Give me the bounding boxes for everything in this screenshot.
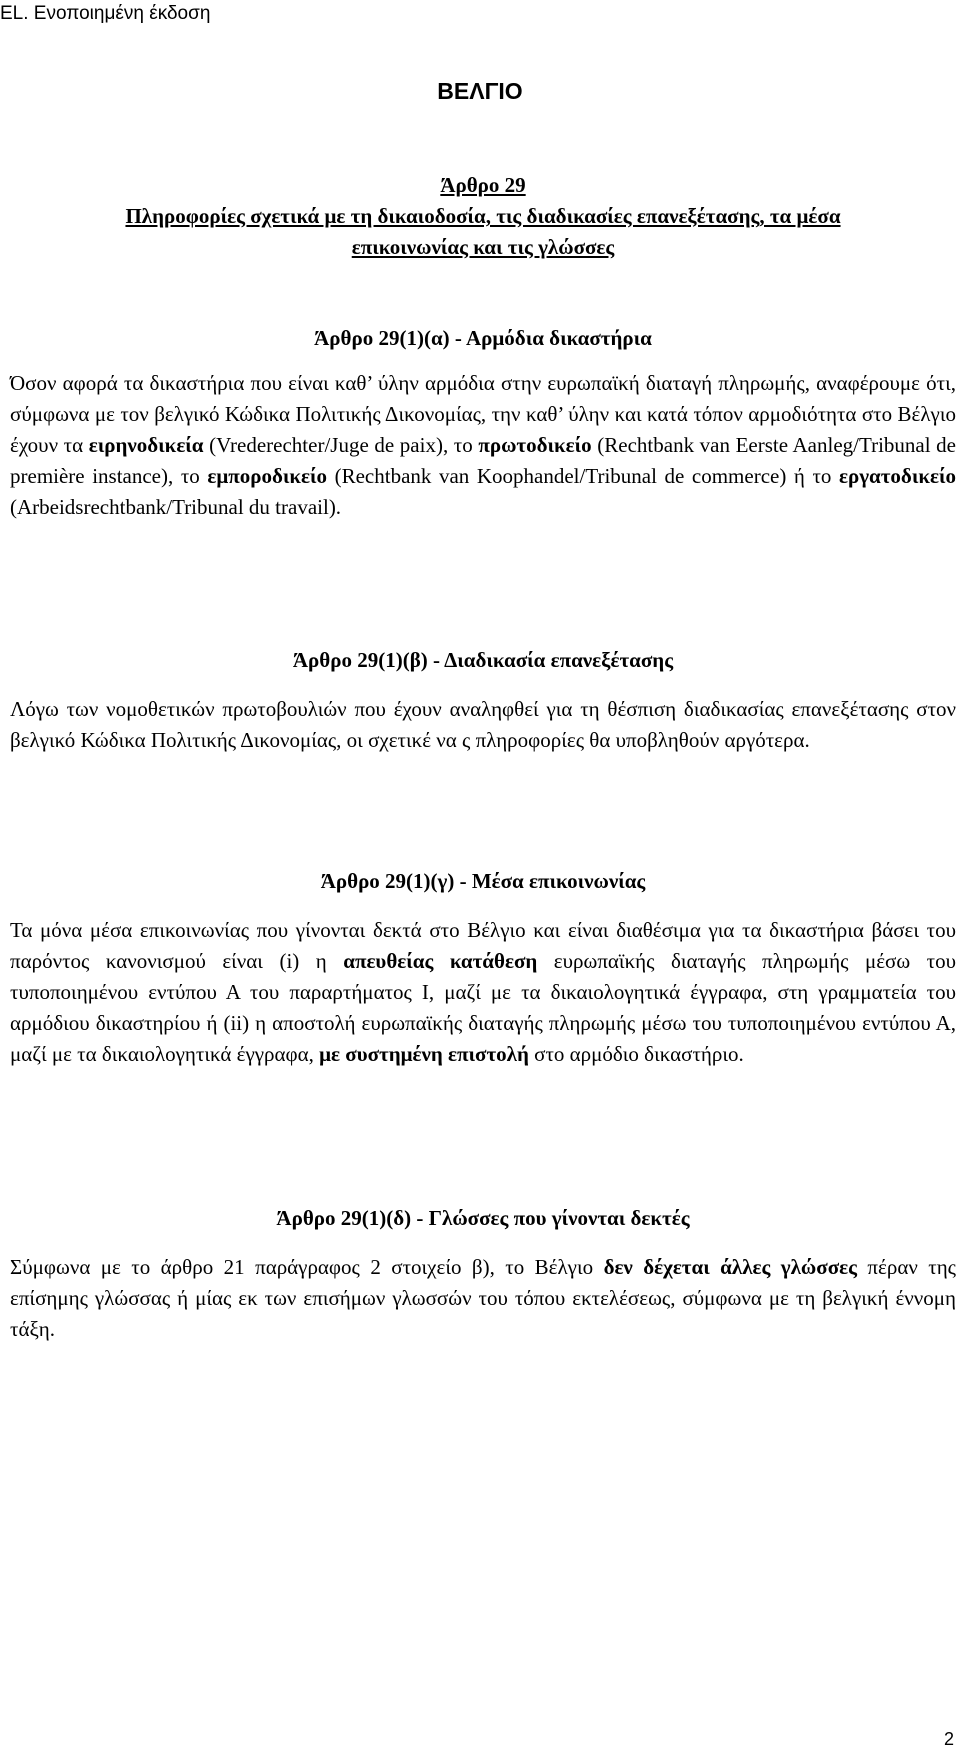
section-paragraph: Λόγω των νομοθετικών πρωτοβουλιών που έχουν αναληφθεί για τη θέσπιση διαδικασίας επανεξέτασης στον βελγικό Κώδικα Πολιτικής Δικονομίας, οι σχετικέ να ς πληροφορίες θα υποβληθούν αργότερα. (10, 697, 956, 752)
article-title-line-2: επικοινωνίας και τις γλώσσες (351, 235, 615, 259)
section-accepted-languages (10, 1203, 956, 1345)
section-competent-courts (10, 323, 956, 523)
section-means-of-communication (10, 866, 956, 1070)
section-heading: Άρθρο 29(1)(β) - Διαδικασία επανεξέτασης (292, 648, 674, 672)
section-paragraph: Τα μόνα μέσα επικοινωνίας που γίνονται δεκτά στο Βέλγιο και είναι διαθέσιμα για τα δικαστήρια βάσει του παρόντος κανονισμού είναι (i) η απευθείας κατάθεση ευρωπαϊκής διαταγής πληρωμής μέσω του τυποποιημένου εντύπου Α του παραρτήματος Ι, μαζί με τα δικαιολογητικά έγγραφα, στη γραμματεία του αρμόδιου δικαστηρίου ή (ii) η αποστολή ευρωπαϊκής διαταγής πληρωμής μέσω του τυποποιημένου εντύπου Α, μαζί με τα δικαιολογητικά έγγραφα, με συστημένη επιστολή στο αρμόδιο δικαστήριο. (10, 918, 956, 1066)
article-number: Άρθρο 29 (440, 173, 526, 197)
edition-label: EL. Ενοποιημένη έκδοση (0, 3, 211, 24)
section-paragraph: Σύμφωνα με το άρθρο 21 παράγραφος 2 στοιχείο β), το Βέλγιο δεν δέχεται άλλες γλώσσες πέραν της επίσημης γλώσσας ή μίας εκ των επισήμων γλωσσών του τόπου εκτελέσεως, σύμφωνα με τη βελγική έννομη τάξη. (10, 1255, 956, 1341)
section-heading: Άρθρο 29(1)(δ) - Γλώσσες που γίνονται δεκτές (276, 1206, 690, 1230)
section-heading: Άρθρο 29(1)(γ) - Μέσα επικοινωνίας (320, 869, 646, 893)
section-heading: Άρθρο 29(1)(α) - Αρμόδια δικαστήρια (314, 326, 652, 350)
section-paragraph: Όσον αφορά τα δικαστήρια που είναι καθ’ ύλην αρμόδια στην ευρωπαϊκή διαταγή πληρωμής, αναφέρουμε ότι, σύμφωνα με τον βελγικό Κώδικα Πολιτικής Δικονομίας, την καθ’ ύλην και κατά τόπον αρμοδιότητα στο Βέλγιο έχουν τα ειρηνοδικεία (Vrederechter/Juge de paix), το πρωτοδικείο (Rechtbank van Eerste Aanleg/Tribunal de première instance), το εμποροδικείο (Rechtbank van Koophandel/Tribunal de commerce) ή το εργατοδικείο (Arbeidsrechtbank/Tribunal du travail). (10, 371, 956, 519)
country-heading: ΒΕΛΓΙΟ (437, 78, 523, 104)
article-title (10, 170, 956, 263)
section-review-procedure (10, 645, 956, 756)
page-number: 2 (943, 1729, 954, 1749)
article-title-line-1: Πληροφορίες σχετικά με τη δικαιοδοσία, τις διαδικασίες επανεξέτασης, τα μέσα (125, 204, 841, 228)
